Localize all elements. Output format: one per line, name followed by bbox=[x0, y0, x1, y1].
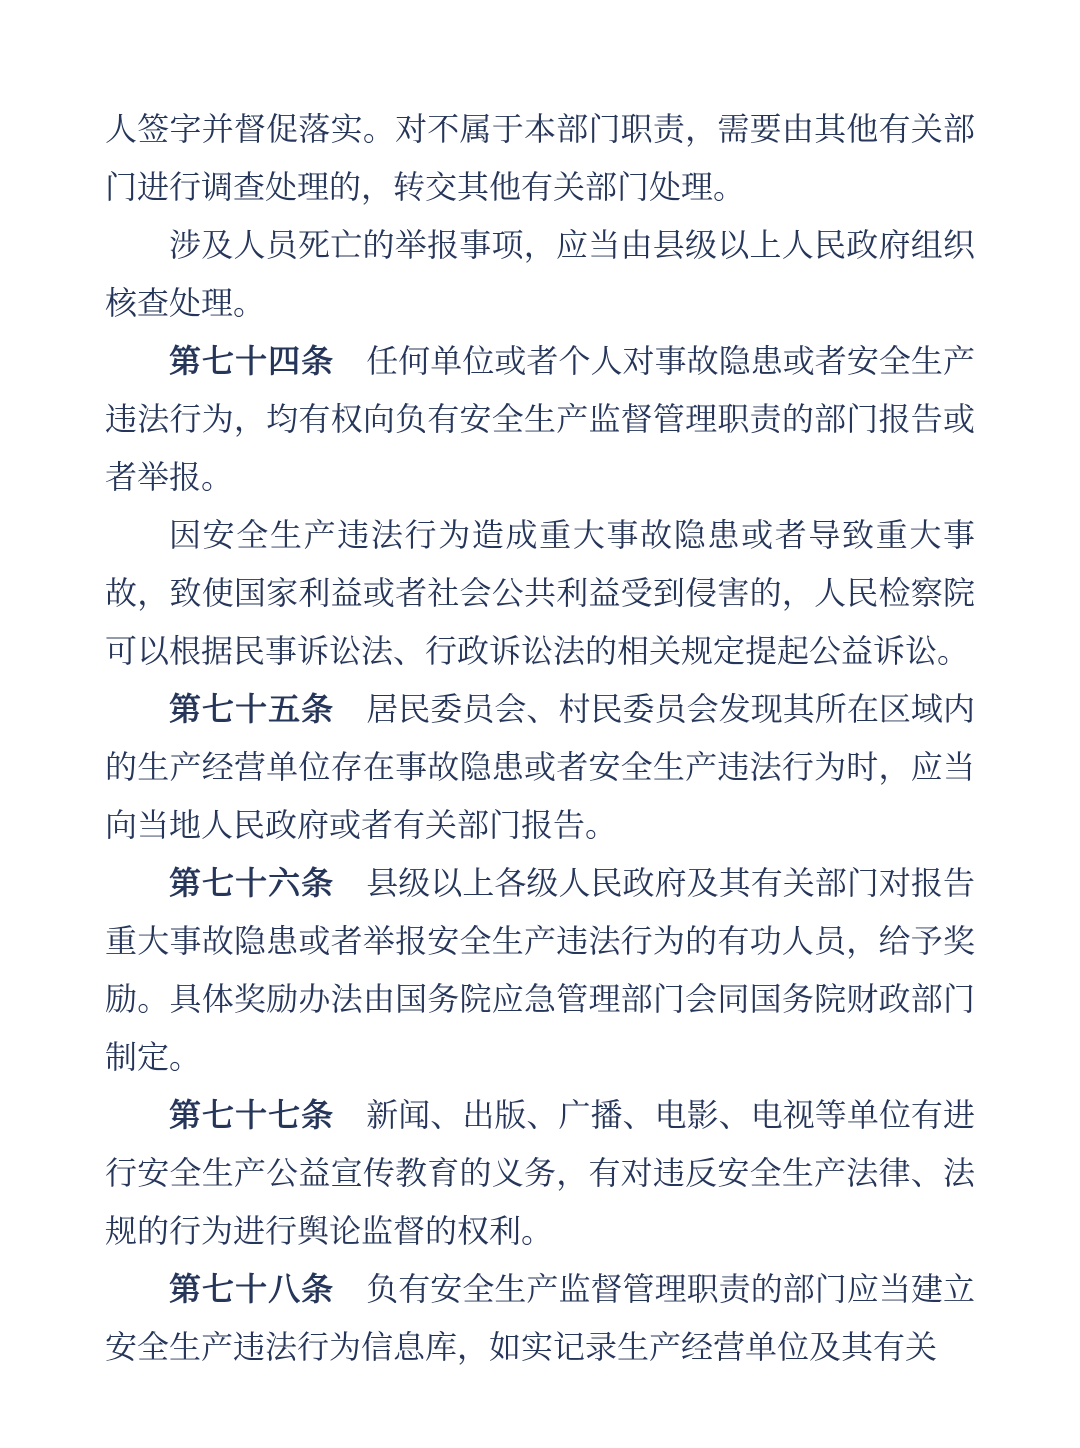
body-paragraph: 人签字并督促落实。对不属于本部门职责，需要由其他有关部门进行调查处理的，转交其他有关部门处理。 bbox=[105, 111, 975, 205]
article-paragraph: 第七十五条 居民委员会、村民委员会发现其所在区域内的生产经营单位存在事故隐患或者安全生产违法行为时，应当向当地人民政府或者有关部门报告。 bbox=[105, 691, 975, 843]
article-number: 第七十七条 bbox=[169, 1097, 335, 1133]
article-paragraph: 第七十七条 新闻、出版、广播、电影、电视等单位有进行安全生产公益宣传教育的义务，有对违反安全生产法律、法规的行为进行舆论监督的权利。 bbox=[105, 1097, 975, 1249]
article-paragraph: 第七十四条 任何单位或者个人对事故隐患或者安全生产违法行为，均有权向负有安全生产监督管理职责的部门报告或者举报。 bbox=[105, 343, 975, 495]
article-number: 第七十四条 bbox=[169, 343, 335, 379]
article-number: 第七十八条 bbox=[169, 1271, 335, 1307]
document-body bbox=[105, 100, 975, 1376]
article-paragraph: 第七十六条 县级以上各级人民政府及其有关部门对报告重大事故隐患或者举报安全生产违法行为的有功人员，给予奖励。具体奖励办法由国务院应急管理部门会同国务院财政部门制定。 bbox=[105, 865, 975, 1075]
article-number: 第七十六条 bbox=[169, 865, 335, 901]
body-paragraph: 涉及人员死亡的举报事项，应当由县级以上人民政府组织核查处理。 bbox=[105, 227, 975, 321]
article-paragraph: 第七十八条 负有安全生产监督管理职责的部门应当建立安全生产违法行为信息库，如实记录生产经营单位及其有关 bbox=[105, 1271, 975, 1365]
article-number: 第七十五条 bbox=[169, 691, 335, 727]
body-paragraph: 因安全生产违法行为造成重大事故隐患或者导致重大事故，致使国家利益或者社会公共利益受到侵害的，人民检察院可以根据民事诉讼法、行政诉讼法的相关规定提起公益诉讼。 bbox=[105, 517, 975, 669]
